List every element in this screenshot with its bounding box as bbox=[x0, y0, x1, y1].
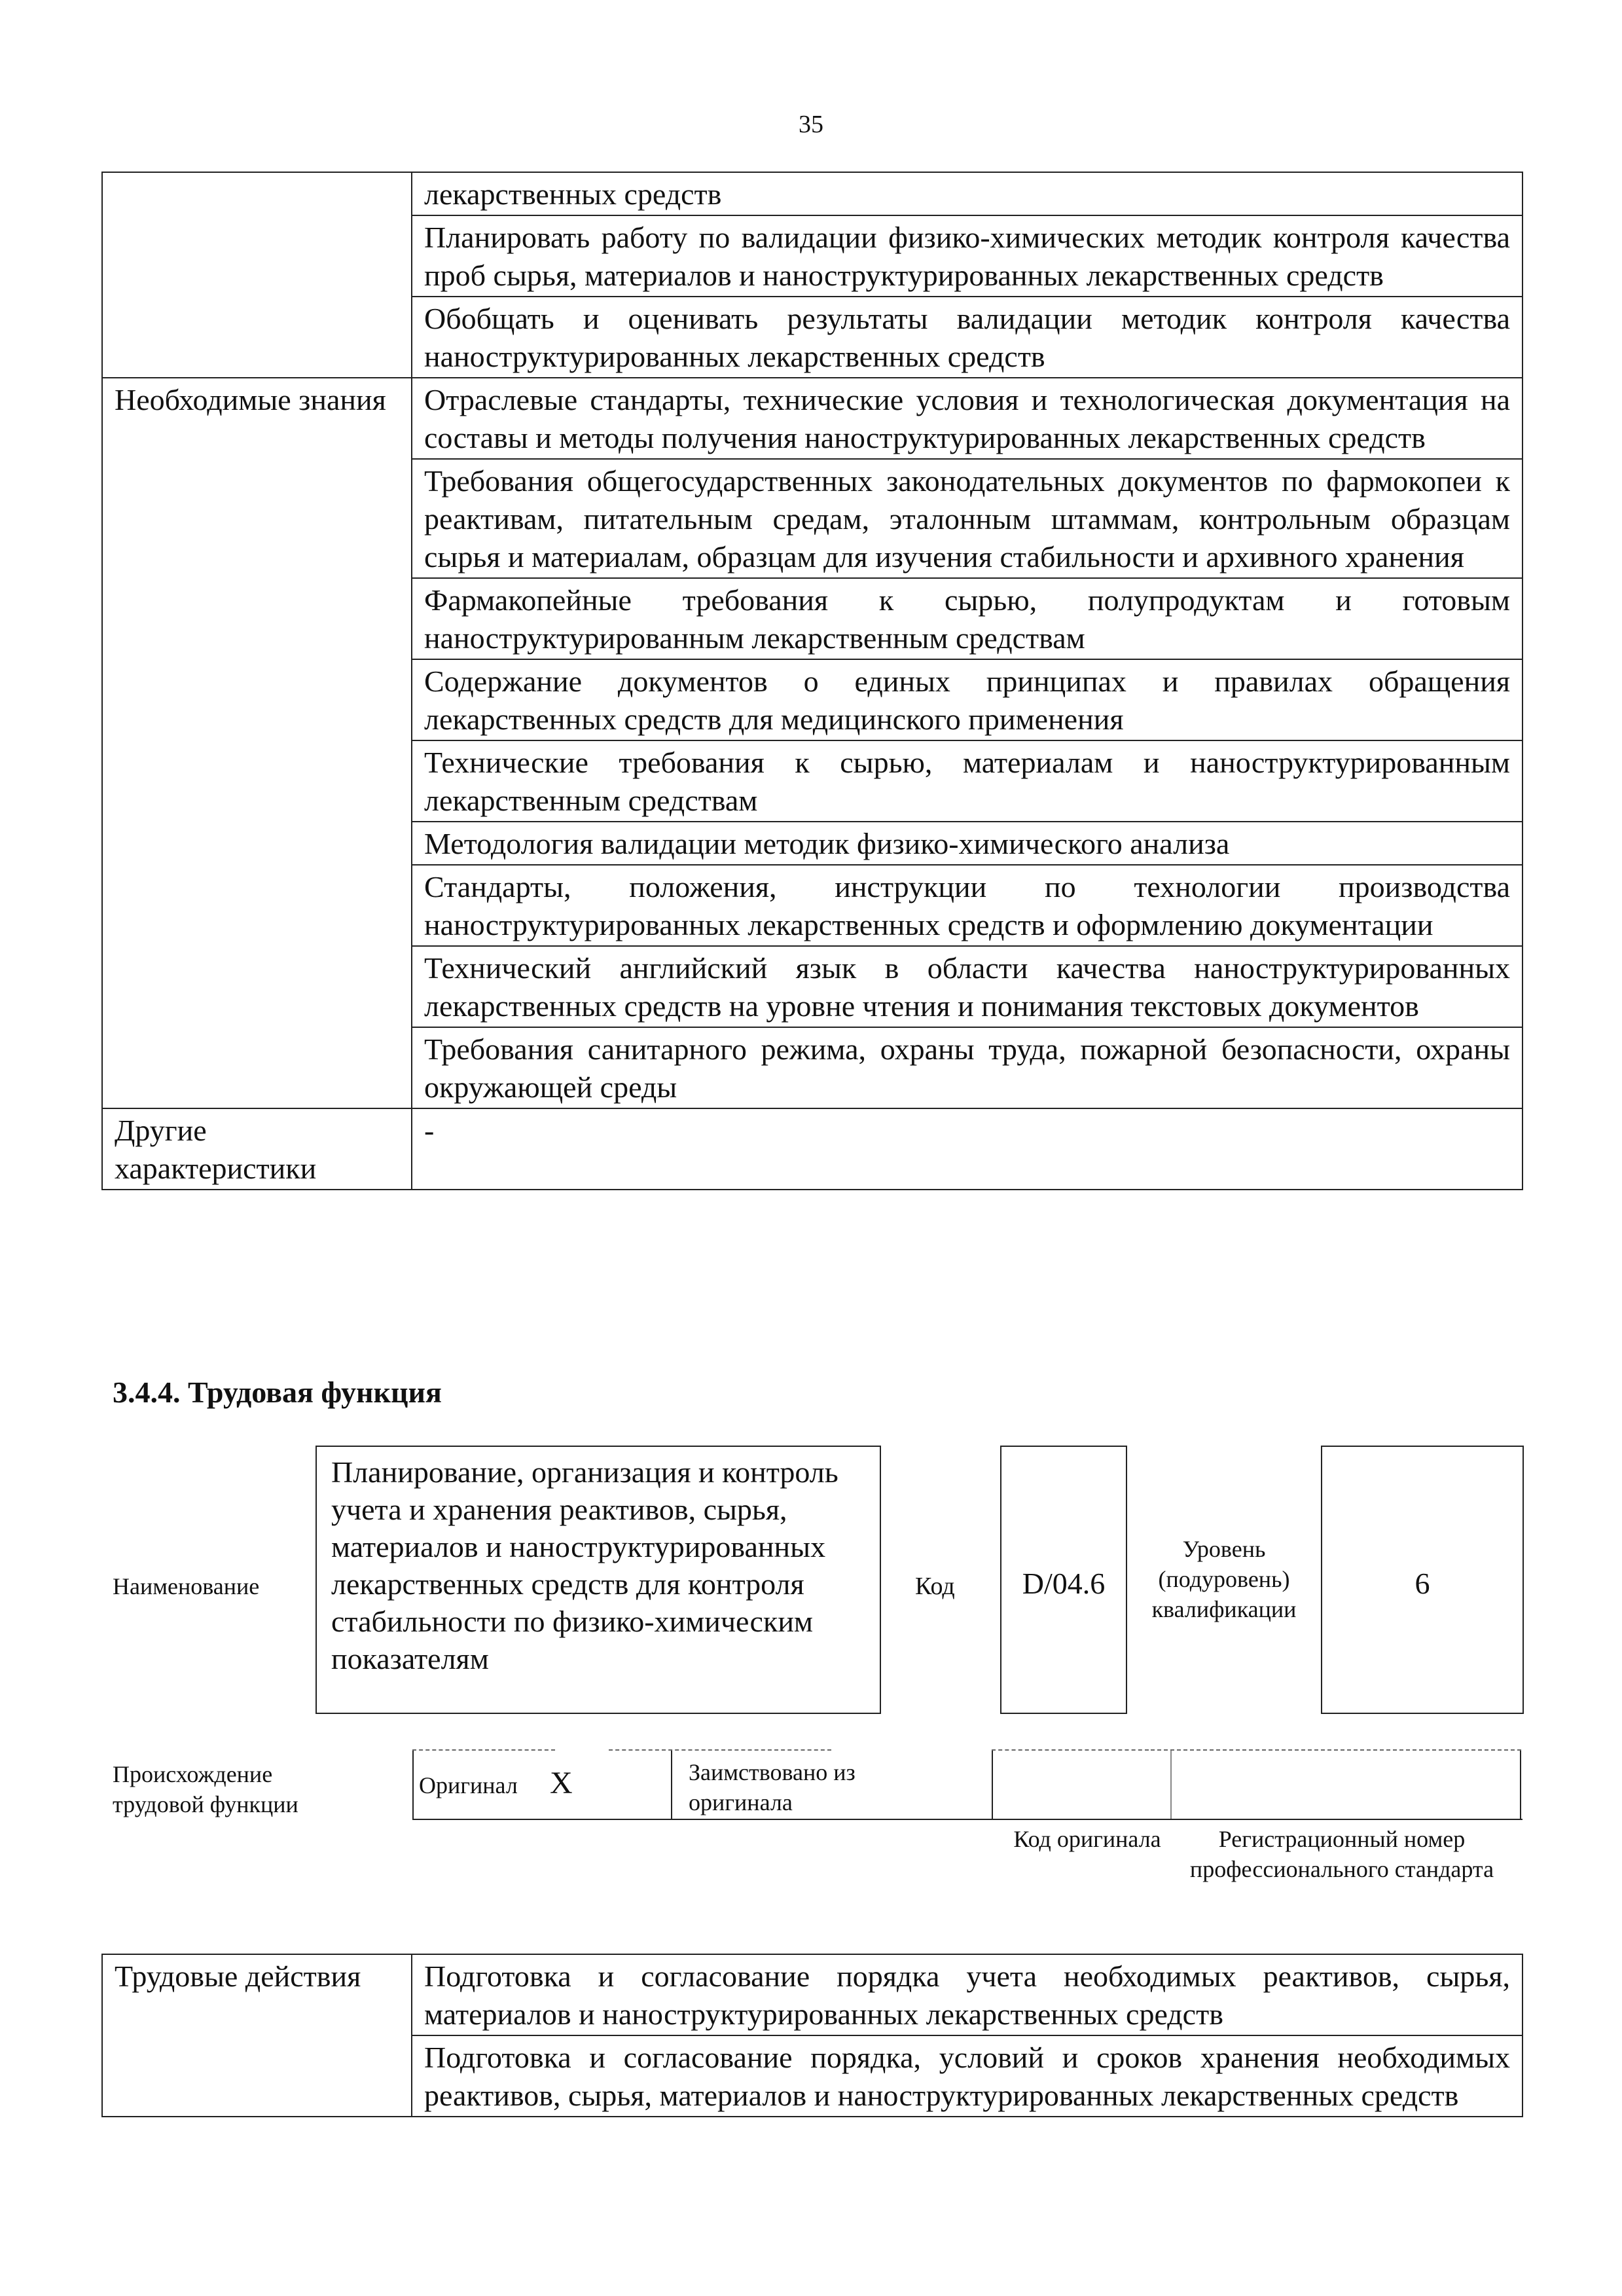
table-cell: Фармакопейные требования к сырью, полупродуктам и готовым наноструктурированным лекарственным средствам bbox=[412, 578, 1523, 659]
original-code-caption: Код оригинала bbox=[1013, 1826, 1161, 1852]
code-box bbox=[1000, 1446, 1127, 1714]
row-label-knowledge: Необходимые знания bbox=[102, 378, 412, 459]
table-cell: лекарственных средств bbox=[412, 172, 1523, 215]
page-number: 35 bbox=[799, 111, 823, 138]
original-mark: X bbox=[550, 1766, 573, 1800]
original-label: Оригинал bbox=[419, 1772, 518, 1798]
table-cell: - bbox=[412, 1108, 1523, 1190]
table-row bbox=[102, 946, 1523, 1027]
table-row bbox=[102, 172, 1523, 215]
table-row bbox=[102, 578, 1523, 659]
table-cell: Подготовка и согласование порядка, условий и сроков хранения необходимых реактивов, сырья, материалов и наноструктурированных лекарственных средств bbox=[412, 2035, 1523, 2117]
origin-label: Происхождение трудовой функции bbox=[113, 1761, 298, 1817]
table-cell: Обобщать и оценивать результаты валидации методик контроля качества наноструктурированных лекарственных средств bbox=[412, 297, 1523, 378]
table-cell: Технический английский язык в области качества наноструктурированных лекарственных средств на уровне чтения и понимания текстовых документов bbox=[412, 946, 1523, 1027]
table-row bbox=[102, 822, 1523, 865]
row-label bbox=[102, 172, 412, 215]
table-cell: Требования санитарного режима, охраны труда, пожарной безопасности, охраны окружающей среды bbox=[412, 1027, 1523, 1108]
table-row bbox=[102, 459, 1523, 578]
row-label-other: Другие характеристики bbox=[102, 1108, 412, 1190]
table-row bbox=[102, 659, 1523, 740]
table-cell: Технические требования к сырью, материалам и наноструктурированным лекарственным средствам bbox=[412, 740, 1523, 822]
table-row bbox=[102, 378, 1523, 459]
actions-table bbox=[101, 1954, 1523, 2117]
table-cell: Требования общегосударственных законодательных документов по фармокопеи к реактивам, питательным средам, эталонным штаммам, контрольным образцам сырья и материалам, образцам для изучения стабильности и архивного хранения bbox=[412, 459, 1523, 578]
table-row bbox=[102, 1027, 1523, 1108]
level-label: Уровень (подуровень) квалификации bbox=[1151, 1536, 1297, 1622]
table-row bbox=[102, 297, 1523, 378]
table-cell: Содержание документов о единых принципах и правилах обращения лекарственных средств для медицинского применения bbox=[412, 659, 1523, 740]
table-cell: Планировать работу по валидации физико-химических методик контроля качества проб сырья, материалов и наноструктурированных лекарственных средств bbox=[412, 215, 1523, 297]
name-box bbox=[315, 1446, 881, 1714]
level-box bbox=[1321, 1446, 1524, 1714]
name-label: Наименование bbox=[113, 1573, 260, 1599]
table-row bbox=[102, 1954, 1523, 2035]
table-row bbox=[102, 740, 1523, 822]
code-label: Код bbox=[915, 1573, 955, 1600]
table-cell: Подготовка и согласование порядка учета необходимых реактивов, сырья, материалов и наноструктурированных лекарственных средств bbox=[412, 1954, 1523, 2035]
table-cell: Отраслевые стандарты, технические условия и технологическая документация на составы и методы получения наноструктурированных лекарственных средств bbox=[412, 378, 1523, 459]
table-row bbox=[102, 1108, 1523, 1190]
table-cell: Методология валидации методик физико-химического анализа bbox=[412, 822, 1523, 865]
reg-number-caption: Регистрационный номер профессионального стандарта bbox=[1189, 1826, 1494, 1882]
code-value: D/04.6 bbox=[1022, 1567, 1106, 1600]
original-cell bbox=[412, 1751, 672, 1819]
borrowed-label: Заимствовано из оригинала bbox=[689, 1759, 856, 1815]
name-value: Планирование, организация и контроль учета и хранения реактивов, сырья, материалов и наноструктурированных лекарственных средств для контроля стабильности по физико-химическим показателям bbox=[331, 1455, 838, 1675]
table-row bbox=[102, 215, 1523, 297]
table-cell: Стандарты, положения, инструкции по технологии производства наноструктурированных лекарственных средств и оформлению документации bbox=[412, 865, 1523, 946]
table-row bbox=[102, 2035, 1523, 2117]
actions-label: Трудовые действия bbox=[102, 1954, 412, 2035]
knowledge-table bbox=[101, 172, 1523, 1190]
section-heading: 3.4.4. Трудовая функция bbox=[113, 1376, 442, 1409]
level-value: 6 bbox=[1415, 1567, 1430, 1600]
table-row bbox=[102, 865, 1523, 946]
